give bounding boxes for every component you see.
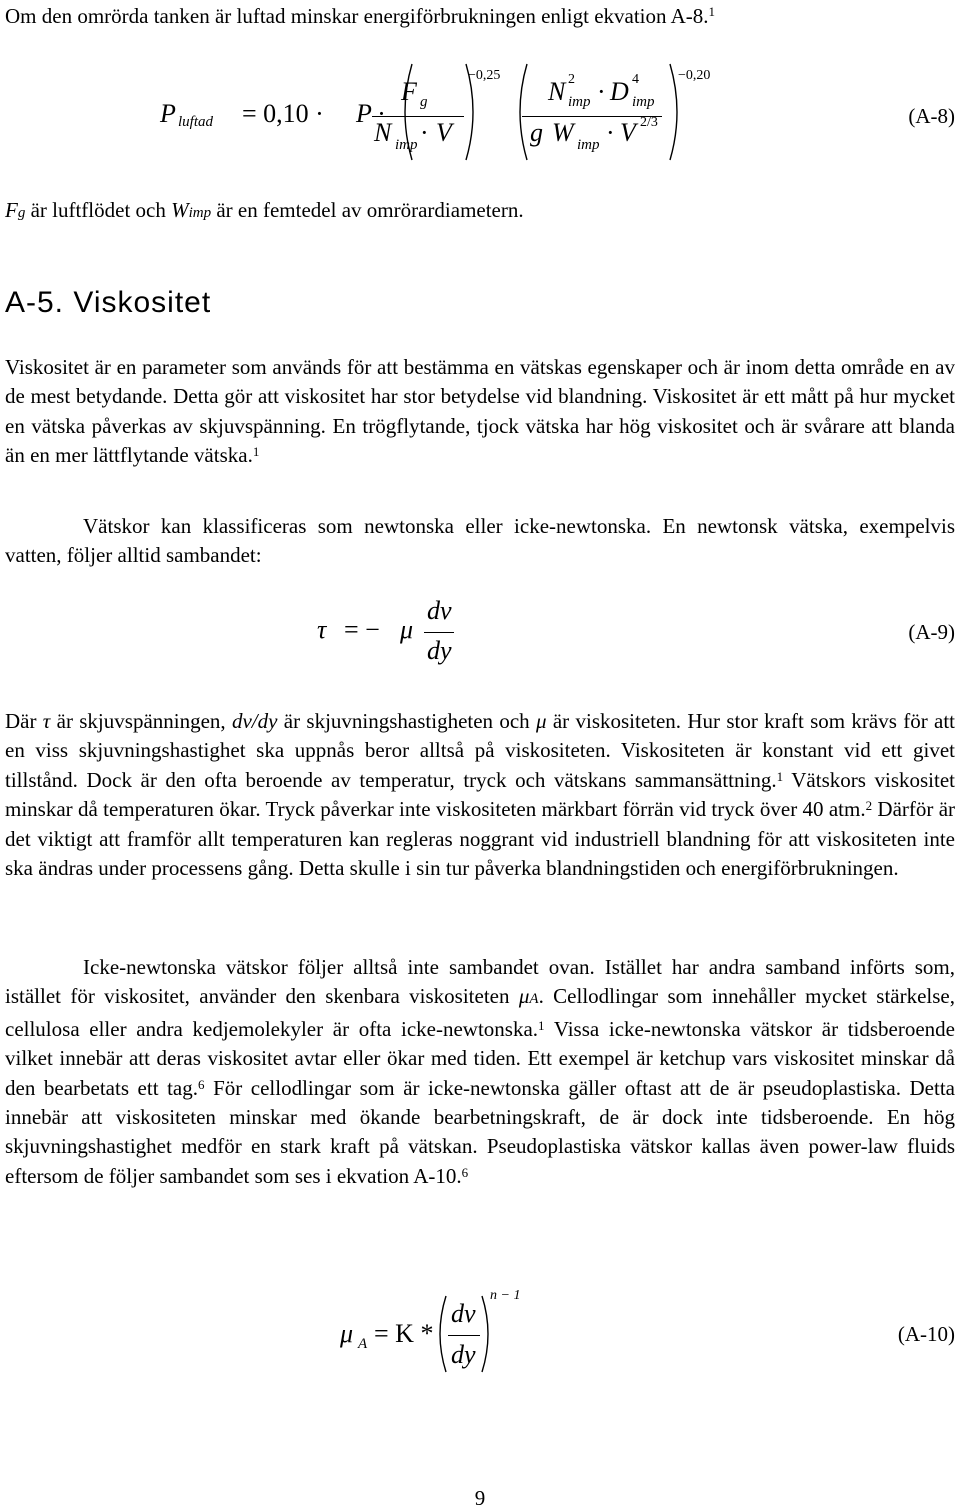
fg-W-sub: imp [188, 205, 212, 221]
fg-F: F [5, 198, 18, 222]
eq-a10-mu: μ [340, 1319, 354, 1348]
eq-a8-N-sub: imp [395, 137, 418, 153]
eq-a8-N2: N [548, 77, 566, 106]
paragraph-3-f: Därför är det viktigt att framför allt temperaturen kan regleras noggrant vid industriell blandning för att viskositeten inte ska ändras under processens gång. Detta skulle i sin tur påverka blandningstiden och energiförbrukningen. [5, 797, 956, 881]
eq-a8-P: P [160, 99, 176, 128]
eq-a9-mu: μ [400, 615, 414, 644]
paragraph-3-ref-2: 2 [865, 798, 873, 814]
eq-a8-N2-sup: 2 [568, 72, 575, 87]
paragraph-1-text: Viskositet är en parameter som används för att bestämma en vätskas egenskaper och är inom detta område en av de mest betydande. Detta gör att viskositet har stor betydelse vid blandning. Viskositet är ett mått på hur mycket en vätska påverkas av skjuvspänning. En trögflytande, tjock vätska har hög viskositet och är svårare att blanda än en mer lättflytande vätska. [5, 355, 955, 468]
eq-a9-den: dy [427, 636, 452, 665]
eq-a10-exp: n − 1 [490, 1288, 521, 1303]
paragraph-3-dvdy: dv/dy [231, 709, 278, 733]
eq-a8-P2: P · [356, 99, 385, 128]
paragraph-4-d: För cellodlingar som är icke-newtonska gäller oftast att de är pseudoplastiska. Detta innebär att viskositeten minskar med ökande bearbetningskraft, de är dock inte tidsberoende. En hög skjuvningshastighet medför en stark kraft på vätskan. Pseudoplastiska vätskor kallas även power-law fluids eftersom de följer sambandet som ses i ekvation A-10. [5, 1075, 955, 1188]
eq-a8-exp-1: −0,25 [468, 68, 501, 83]
eq-a8-dot-3: · [606, 118, 615, 147]
paragraph-3-a: Där [5, 709, 37, 733]
eq-a10-number: (A-10) [897, 1322, 955, 1346]
eq-a8-exp-2: −0,20 [678, 68, 711, 83]
eq-a8-V23-sup: 2/3 [640, 115, 658, 130]
eq-a8-V: V [436, 118, 452, 147]
eq-a9-number: (A-9) [908, 620, 955, 644]
eq-a10-num: dv [451, 1299, 476, 1328]
paragraph-4-c: Vissa icke-newtonska vätskor är tidsberoende vilket innebär att deras viskositet avtar eller ökar med tiden. Ett exempel är ketchup vars viskositet minskar då den bearbetats ett tag. [5, 1016, 955, 1100]
eq-a8-W: W [552, 118, 574, 147]
eq-a8-W-sub: imp [577, 137, 600, 153]
paragraph-3-tau: τ [42, 709, 51, 733]
eq-a8-P-sub: luftad [178, 114, 214, 130]
eq-a8-equals: = 0,10 · [242, 99, 324, 128]
eq-a8-D-sub: imp [632, 94, 655, 110]
eq-a8-g: g [530, 118, 543, 147]
eq-a8-D: D [610, 77, 629, 106]
eq-a10-fracline [448, 1335, 480, 1336]
eq-a8-N2-sub: imp [568, 94, 591, 110]
eq-a8-D-sup: 4 [632, 72, 639, 87]
eq-a9-equals: = − [344, 615, 380, 644]
paragraph-4-ref-6: 6 [198, 1076, 205, 1092]
paragraph-4-mu: μ [518, 984, 530, 1009]
paragraph-4-ref-1: 1 [538, 1017, 545, 1033]
fg-sub: g [17, 205, 26, 221]
fg-text-1: är luftflödet och [30, 198, 166, 222]
paragraph-3-c: är skjuvningshastigheten och [283, 709, 530, 733]
paragraph-4-a: Icke-newtonska vätskor följer alltså inte sambandet ovan. Istället har andra samband införts som, istället för viskositet, använder den skenbara viskositeten [5, 955, 955, 1009]
eq-a8-N: N [374, 118, 392, 147]
paragraph-3-mu: μ [536, 709, 547, 733]
eq-a10-den: dy [451, 1340, 476, 1369]
paragraph-4-ref-6b: 6 [461, 1164, 469, 1180]
paragraph-4-mu-sub: A [529, 991, 539, 1008]
fg-text-2: är en femtedel av omrörardiametern. [216, 198, 524, 222]
eq-a8-number: (A-8) [908, 104, 955, 128]
paragraph-3-ref-1: 1 [776, 768, 784, 784]
fg-W: W [171, 198, 189, 222]
paragraph-2-text: Vätskor kan klassificeras som newtonska eller icke-newtonska. En newtonsk vätska, exempelvis vatten, följer alltid sambandet: [5, 514, 955, 568]
intro-text: Om den omrörda tanken är luftad minskar energiförbrukningen enligt ekvation A-8. [5, 4, 709, 28]
eq-a8-Fg: F [401, 77, 417, 106]
paragraph-3-d: är viskositeten. Hur stor kraft som krävs för att en viss skjuvningshastighet ska uppnås beror alltså på viskositeten. Viskositeten är konstant vid ett givet tillstånd. Dock är den ofta beroende av temperatur, tryck och vätskans sammansättning. [5, 709, 955, 792]
paragraph-4-b: . Cellodlingar som innehåller mycket stärkelse, cellulosa eller andra kedjemolekyler är ofta icke-newtonska. [5, 984, 955, 1041]
eq-a10-mu-sub: A [358, 1336, 368, 1352]
eq-a8-Fg-sub: g [420, 94, 428, 110]
page-number: 9 [474, 1486, 486, 1510]
section-heading: A-5. Viskositet [5, 286, 212, 319]
eq-a9-num: dv [427, 596, 452, 625]
paragraph-1-ref: 1 [252, 444, 260, 460]
intro-ref: 1 [708, 4, 715, 19]
paragraph-3-b: är skjuvspänningen, [56, 709, 226, 733]
eq-a8-dot-2: · [597, 77, 606, 106]
eq-a9-tau: τ [317, 615, 327, 644]
eq-a10-equals: = K * [374, 1319, 434, 1348]
eq-a8-V23: V [620, 118, 636, 147]
eq-a8-dot-1: · [420, 118, 429, 147]
paragraph-3-e: Vätskors viskositet minskar då temperaturen ökar. Tryck påverkar inte viskositeten märkbart förrän vid tryck över 40 atm. [5, 767, 955, 822]
